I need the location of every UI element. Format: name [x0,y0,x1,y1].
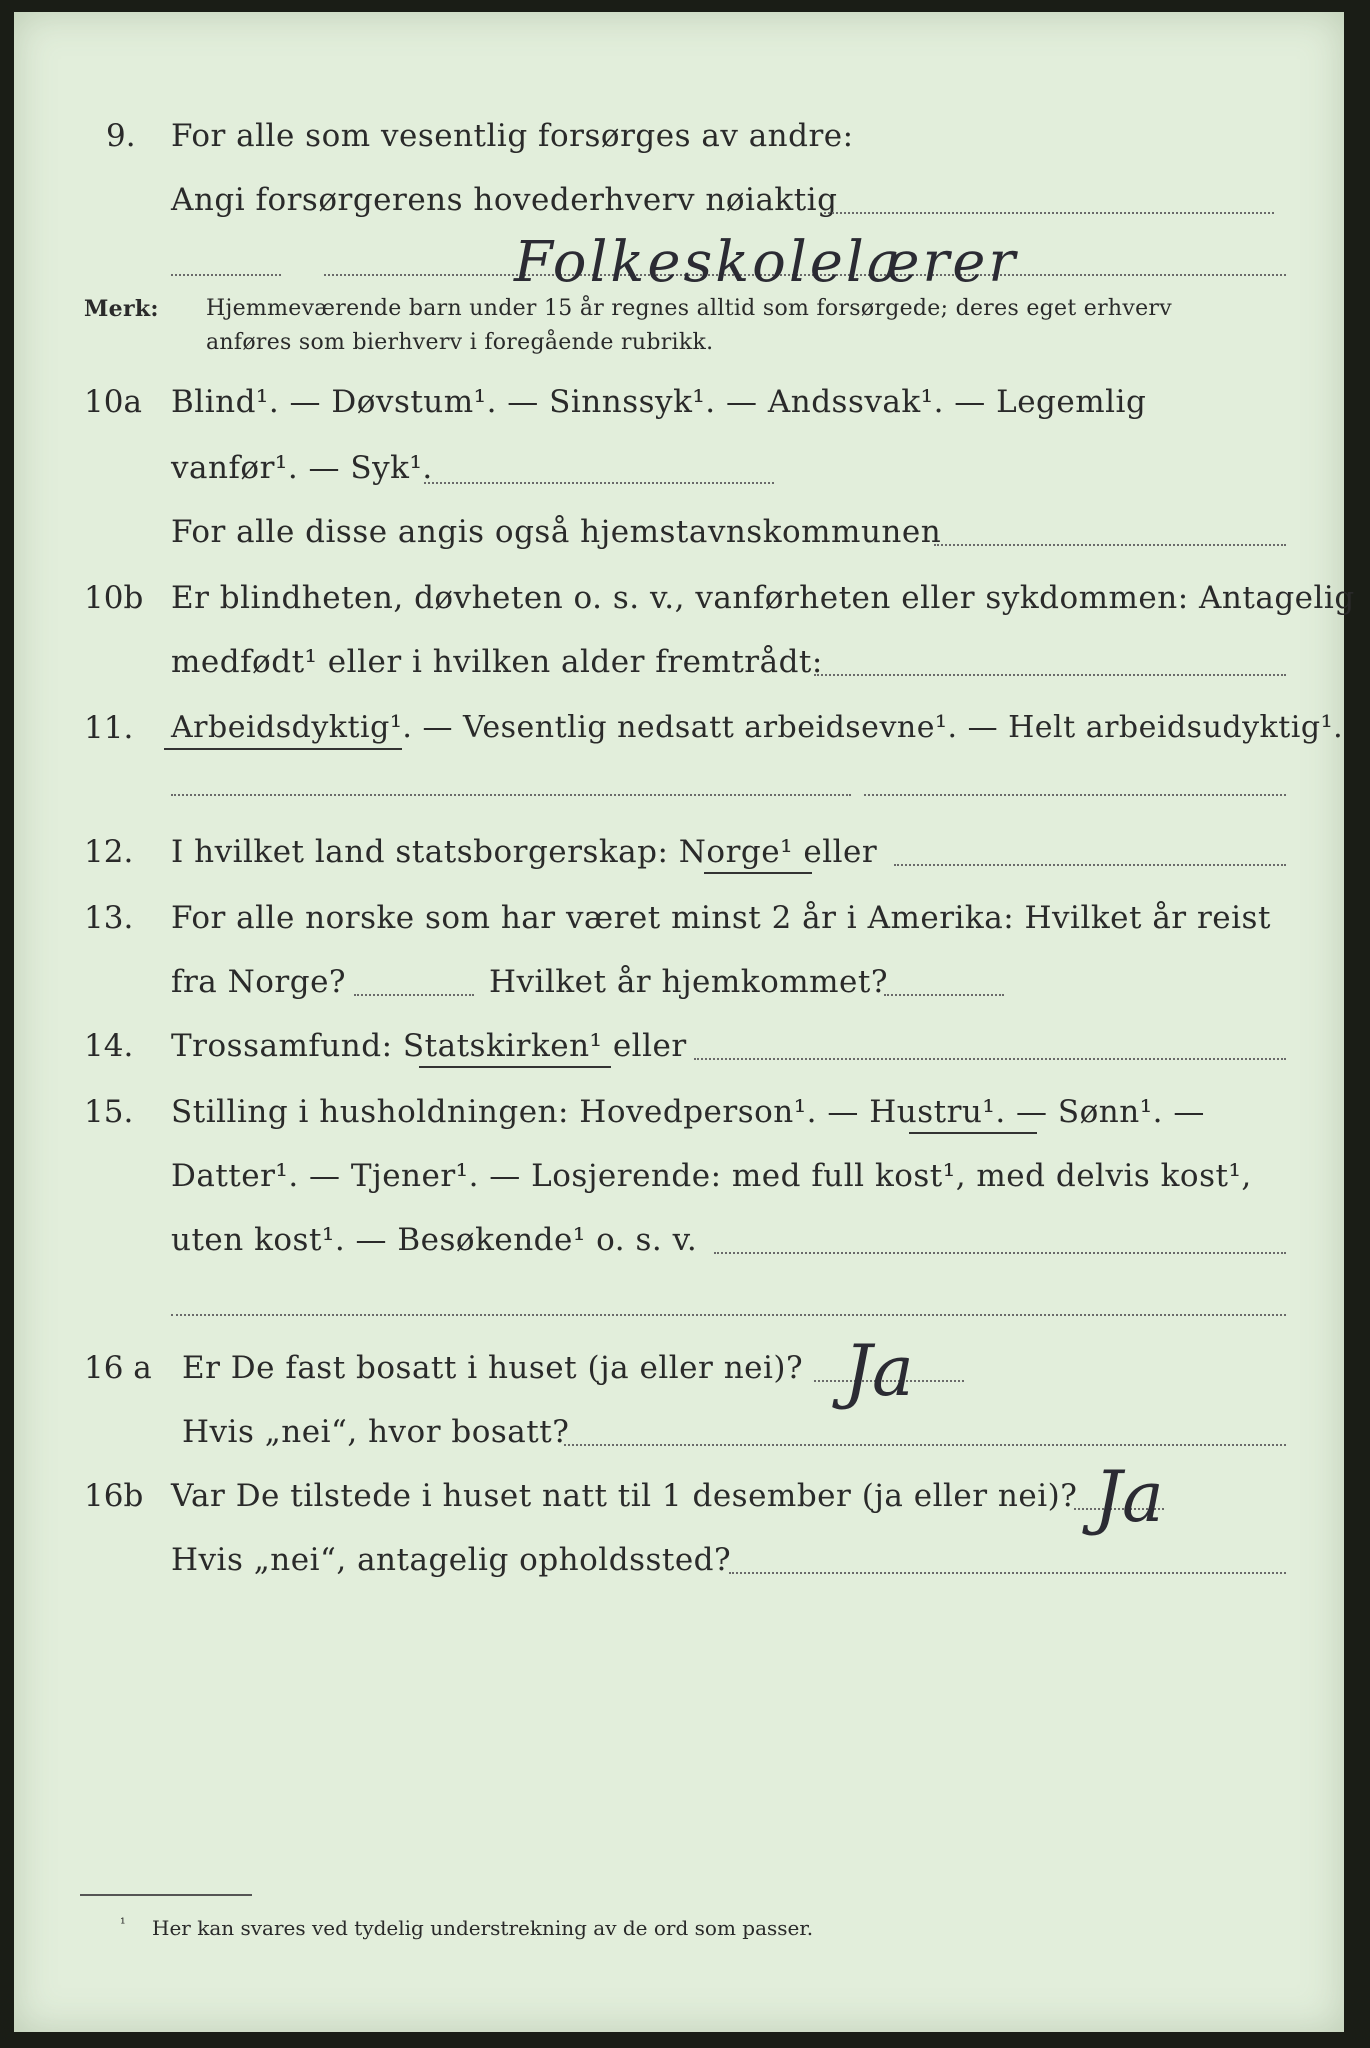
q9-handwritten-answer: Folkeskolelærer [514,230,1019,295]
q11-number: 11. [84,710,134,746]
q15-answer-line [714,1252,1286,1254]
q12-answer-line [894,864,1286,866]
q10a-line1: Blind¹. — Døvstum¹. — Sinnssyk¹. — Andssvak¹. — Legemlig [171,384,1147,420]
q14-line1: Trossamfund: Statskirken¹ eller [171,1028,687,1064]
q10b-line2: medfødt¹ eller i hvilken alder fremtrådt: [171,644,823,680]
q10a-syk-line [424,482,774,484]
q14-underline-mark [419,1066,611,1068]
q13-line2b: Hvilket år hjemkommet? [489,964,888,1000]
q9-line2: Angi forsørgerens hovederhverv nøiaktig [171,182,838,218]
merk-line2: anføres som bierhverv i foregående rubrikk. [206,330,714,355]
q11-answer-line-a [171,794,851,796]
census-form-page [14,12,1355,2032]
q13-number: 13. [84,900,134,936]
q16a-line1: Er De fast bosatt i huset (ja eller nei)? [182,1350,804,1386]
q15-underline-mark [909,1132,1037,1134]
q10a-line2: vanfør¹. — Syk¹. [171,450,433,486]
q16a-handwritten-answer: Ja [844,1330,914,1412]
q16b-line2: Hvis „nei“, antagelig opholdssted? [171,1542,732,1578]
q13-line1: For alle norske som har været minst 2 år i Amerika: Hvilket år reist [171,900,1271,936]
q10b-number: 10b [84,580,144,616]
q16a-line2: Hvis „nei“, hvor bosatt? [182,1414,570,1450]
q15-line1: Stilling i husholdningen: Hovedperson¹. — Hustru¹. — Sønn¹. — [171,1094,1205,1130]
q11-underline-mark [164,748,402,750]
q9-answer-line [824,212,1274,214]
q16b-line1: Var De tilstede i huset natt til 1 desember (ja eller nei)? [171,1478,1078,1514]
footnote-rule [80,1894,252,1896]
q12-line1: I hvilket land statsborgerskap: Norge¹ eller [171,834,878,870]
q10b-answer-line [814,674,1286,676]
q12-underline-mark [704,872,812,874]
footnote-mark: ¹ [120,1916,126,1932]
q15-line2: Datter¹. — Tjener¹. — Losjerende: med full kost¹, med delvis kost¹, [171,1158,1252,1194]
merk-label: Merk: [84,296,159,322]
q11-line1: Arbeidsdyktig¹. — Vesentlig nedsatt arbeidsevne¹. — Helt arbeidsudyktig¹. [171,710,1344,745]
q16b-number: 16b [84,1478,144,1514]
q16a-bosatt-line [564,1444,1286,1446]
q13-line2a: fra Norge? [171,964,347,1000]
q15-line3: uten kost¹. — Besøkende¹ o. s. v. [171,1222,698,1258]
q15-number: 15. [84,1094,134,1130]
q10a-number: 10a [84,384,142,420]
q16b-opholdssted-line [729,1572,1286,1574]
q12-number: 12. [84,834,134,870]
q10b-line1: Er blindheten, døvheten o. s. v., vanførheten eller sykdommen: Antagelig [171,580,1355,616]
q9-line1: For alle som vesentlig forsørges av andre: [171,118,854,154]
q14-answer-line [694,1058,1286,1060]
footnote-text: Her kan svares ved tydelig understrekning av de ord som passer. [152,1916,814,1940]
q16a-number: 16 a [84,1350,152,1386]
merk-line1: Hjemmeværende barn under 15 år regnes alltid som forsørgede; deres eget erhverv [206,296,1172,321]
q13-reist-line [354,994,474,996]
q10a-line3: For alle disse angis også hjemstavnskommunen [171,514,942,550]
q10a-kommune-line [934,544,1286,546]
q11-answer-line-b [864,794,1286,796]
q13-hjemkommet-line [884,994,1004,996]
q14-number: 14. [84,1028,134,1064]
q16b-handwritten-answer: Ja [1094,1456,1164,1538]
q9-number: 9. [106,118,136,154]
q15-answer-line2 [171,1314,1286,1316]
q9-answer-line2a [171,274,281,276]
